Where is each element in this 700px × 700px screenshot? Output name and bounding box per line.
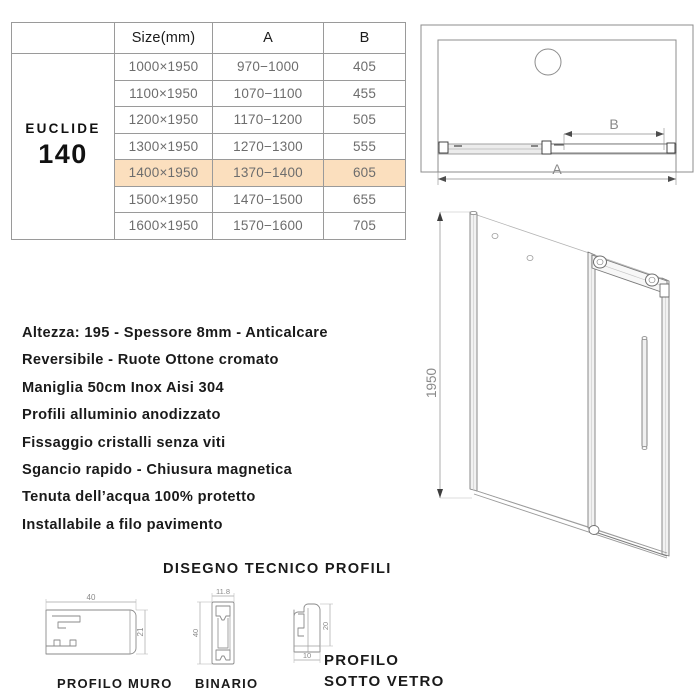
size-table <box>11 22 406 240</box>
dimension-width <box>46 593 136 610</box>
spec-item: Profili alluminio anodizzato <box>22 407 221 424</box>
bottom-guide-icon <box>589 526 599 535</box>
drain-circle <box>535 49 561 75</box>
dimension-b-label: B <box>609 116 619 132</box>
dimension-width <box>212 588 234 602</box>
plan-view-drawing <box>418 22 696 202</box>
cell-a: 1070−1100 <box>213 80 324 107</box>
profile-binario-height-label: 40 <box>191 628 200 638</box>
cell-b: 455 <box>324 80 406 107</box>
profile-binario-drawing <box>185 588 255 672</box>
profile-muro-height-label: 21 <box>136 627 145 637</box>
dimension-height <box>320 604 333 646</box>
model-cell <box>12 54 115 240</box>
cell-size: 1200×1950 <box>115 107 213 134</box>
dimension-a-label: A <box>552 161 562 177</box>
profile-muro-drawing <box>34 592 154 670</box>
model-number: 140 <box>38 139 88 170</box>
cell-a: 970−1000 <box>213 54 324 81</box>
cell-b: 605 <box>324 160 406 187</box>
spec-item: Fissaggio cristalli senza viti <box>22 434 226 451</box>
spec-item: Reversibile - Ruote Ottone cromato <box>22 352 279 369</box>
spec-item: Tenuta dell’acqua 100% protetto <box>22 489 256 506</box>
cell-a: 1370−1400 <box>213 160 324 187</box>
profiles-section-title: DISEGNO TECNICO PROFILI <box>163 561 392 577</box>
cell-a: 1270−1300 <box>213 133 324 160</box>
profile-muro-caption: PROFILO MURO <box>57 676 173 691</box>
model-name: EUCLIDE <box>25 121 101 137</box>
specifications-list <box>22 320 402 539</box>
door-handle <box>642 337 647 450</box>
cell-size: 1600×1950 <box>115 213 213 240</box>
cell-size: 1100×1950 <box>115 80 213 107</box>
dimension-height <box>136 610 148 654</box>
spec-item: Altezza: 195 - Spessore 8mm - Anticalcare <box>22 325 328 341</box>
table-header-a: A <box>213 23 324 54</box>
dimension-height <box>191 602 212 664</box>
cell-a: 1570−1600 <box>213 213 324 240</box>
profile-binario-width-label: 11.8 <box>215 588 231 596</box>
cell-b: 505 <box>324 107 406 134</box>
profile-muro-width-label: 40 <box>86 593 96 602</box>
cell-size: 1400×1950 <box>115 160 213 187</box>
elevation-3d-drawing <box>424 198 696 588</box>
table-header-blank <box>12 23 115 54</box>
profile-sottovetro-height-label: 20 <box>321 621 330 631</box>
table-row <box>12 54 406 81</box>
table-body <box>12 54 406 240</box>
dimension-width <box>294 651 320 663</box>
spec-item: Maniglia 50cm Inox Aisi 304 <box>22 379 224 396</box>
spec-item: Sgancio rapido - Chiusura magnetica <box>22 462 293 479</box>
track-detail <box>438 141 676 154</box>
spec-item: Installabile a filo pavimento <box>22 516 223 533</box>
table-header-size: Size(mm) <box>115 23 213 54</box>
cell-b: 405 <box>324 54 406 81</box>
table-header-b: B <box>324 23 406 54</box>
profile-sottovetro-width-label: 10 <box>302 651 312 660</box>
cell-size: 1300×1950 <box>115 133 213 160</box>
dimension-height <box>424 212 472 498</box>
cell-a: 1170−1200 <box>213 107 324 134</box>
cell-size: 1000×1950 <box>115 54 213 81</box>
cell-b: 705 <box>324 213 406 240</box>
table-header-row <box>12 23 406 54</box>
cell-b: 655 <box>324 186 406 213</box>
dimension-a <box>438 154 676 185</box>
cell-a: 1470−1500 <box>213 186 324 213</box>
profile-sottovetro-caption-line1: PROFILO <box>324 652 400 669</box>
profile-sottovetro-caption-line2: SOTTO VETRO <box>324 673 445 690</box>
profile-binario-caption: BINARIO <box>195 676 259 691</box>
profile-sottovetro-caption <box>324 650 444 692</box>
cell-b: 555 <box>324 133 406 160</box>
dimension-height-label: 1950 <box>424 367 439 399</box>
cell-size: 1500×1950 <box>115 186 213 213</box>
